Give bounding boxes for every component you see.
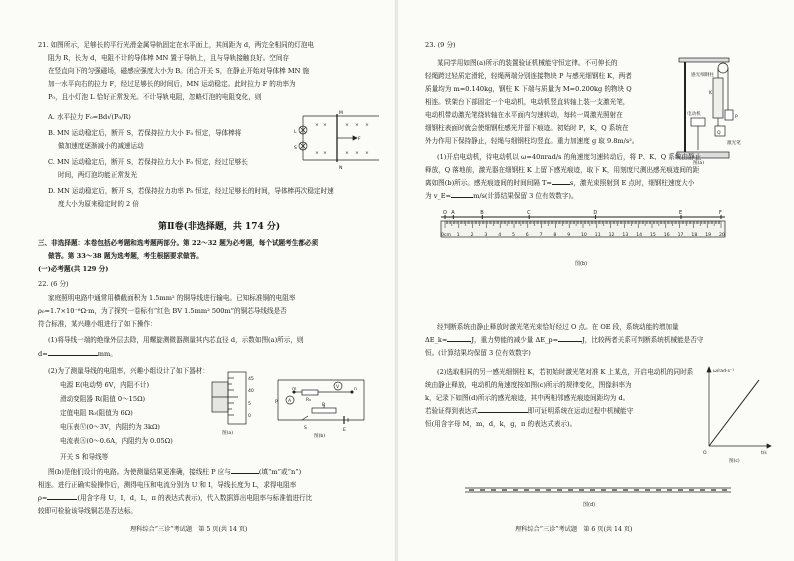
ve-unit: m/s(计算结果保留 3 位有效数字)。	[473, 192, 578, 200]
fig-a-caption: 图(a)	[222, 431, 233, 436]
ve-answer-blank[interactable]	[451, 197, 473, 198]
q22-para-1-hint: (填“m”或“n”)	[258, 468, 302, 476]
q21-line-4: 加一水平向右的拉力 F，经过足够长的时间后，MN 运动稳定。此时拉力 F 的功率为	[48, 80, 296, 88]
svg-text:×: ×	[315, 123, 319, 128]
q23-part1-line-4	[425, 191, 578, 202]
ruler-number: 8	[553, 233, 557, 238]
period-label: 离如图(b)所示。感光痕迹间的时间间隔 T=	[425, 179, 552, 187]
label-q: Q	[717, 131, 721, 136]
circ-label-r: R	[322, 403, 326, 408]
ruler-point-label: D	[593, 210, 598, 216]
circ-label-v: V	[336, 385, 340, 390]
rho-prefix: ρ=	[38, 494, 48, 502]
fig-b-caption: 图(b)	[314, 434, 326, 439]
rail-circuit-figure	[293, 108, 383, 170]
circ-label-s: S	[304, 426, 307, 431]
rho-answer-blank[interactable]	[47, 499, 77, 500]
svg-text:×: ×	[323, 151, 327, 156]
q22-para-1	[48, 467, 301, 478]
q23-part2-line-4	[425, 406, 633, 417]
q23-line-2: 轻绳跨过轻质定滑轮，轻绳两端分别连接物块 P 与感光细钢柱 K，两者	[425, 72, 632, 80]
expression-answer-blank[interactable]	[478, 412, 528, 413]
q21-option-a: A. 水平拉力 F₀=Bd√(P₀/R)	[48, 113, 131, 121]
q21-option-b: B. MN 运动稳定后，断开 S，若保持拉力大小 F₀ 恒定，导体棒将	[48, 129, 242, 137]
svg-text:×: ×	[315, 151, 319, 156]
label-p: P	[735, 115, 738, 120]
d-unit: mm。	[97, 350, 117, 358]
ruler-number: 16	[663, 233, 670, 238]
ruler-number: 2	[470, 233, 474, 238]
exam-page-right	[397, 0, 794, 561]
q22-step-1: (1)将导线一端的绝缘外层去除，用螺旋测微器测量其内芯直径 d，示数如图(a)所示，则	[48, 336, 304, 344]
equipment-rheostat: 滑动变阻器 R(阻值 0～15Ω)	[60, 395, 146, 403]
q22-line-1: 家庭照明电路中通常用横截面积为 1.5mm² 的铜导线进行输电。已知标准铜的电阻率	[48, 294, 296, 302]
micro-tick-0: 0	[248, 414, 251, 419]
ruler-number: 13	[622, 233, 629, 238]
part-two-instruction-2: 做答。第 33～38 题为选考题，考生根据要求做答。	[48, 252, 203, 260]
ruler-figure	[435, 207, 735, 269]
q23-line-4: 相连。铁架台下部固定一个电动机，电动机竖直转轴上装一支激光笔，	[425, 98, 630, 106]
svg-text:×: ×	[365, 123, 369, 128]
q21-option-d-cont: 度大小为原来稳定时的 2 倍	[58, 200, 139, 208]
ruler-point-label: B	[480, 210, 484, 216]
ruler-number: 5	[512, 233, 515, 238]
q23-line-6: 细钢柱表面时就会使细钢柱感光并留下痕迹。初始时 P，K，Q 系统在	[425, 124, 629, 132]
circ-label-e: E	[343, 428, 346, 433]
q23-part2-line-5: 恒(用含字母 M，m，d，k，g，π 的表达式表示)。	[425, 420, 577, 428]
ruler-number: 10	[581, 233, 587, 238]
ruler-number: 17	[677, 233, 684, 238]
equipment-voltmeter: 电压表Ⓥ(0～3V，内阻约为 3kΩ)	[60, 423, 160, 431]
part-two-instruction-1: 三、非选择题：本卷包括必考题和选考题两部分。第 22～32 题为必考题，每个试题考生都必须	[38, 239, 319, 247]
left-page-footer: 理科综合“三诊”考试题 第 5 页(共 14 页)	[130, 526, 248, 533]
svg-text:N: N	[339, 166, 343, 171]
equipment-resistor: 定值电阻 R₀(阻值为 6Ω)	[60, 409, 133, 417]
label-laser: 激光笔	[727, 141, 741, 146]
ve-question: s，激光束照射到 E 点时，细钢柱速度大小	[569, 179, 695, 187]
ruler-number: 4	[498, 233, 502, 238]
period-answer-blank[interactable]	[552, 184, 570, 185]
trace-figure	[463, 480, 733, 510]
svg-text:L: L	[294, 130, 297, 135]
circ-label-n: n	[354, 387, 357, 392]
ruler-point-label: E	[678, 210, 683, 216]
q22-header: 22. (6 分)	[38, 280, 69, 288]
expression-prefix: 若验证得到表达式	[425, 407, 478, 415]
part-two-title: 第Ⅱ卷(非选择题，共 174 分)	[158, 222, 281, 232]
ek-label: ΔE_k=	[425, 336, 448, 344]
ruler-number: 15	[650, 233, 656, 238]
terminal-answer-blank[interactable]	[231, 473, 259, 474]
circ-label-r0: R₀	[306, 398, 312, 403]
q23-header: 23. (9 分)	[425, 41, 456, 49]
q22-step-1-answer	[38, 349, 117, 360]
ruler-point-label: O	[443, 210, 447, 216]
equipment-ammeter: 电流表Ⓐ(0～0.6A，内阻约为 0.05Ω)	[60, 437, 173, 445]
right-page-footer: 理科综合“三诊”考试题 第 6 页(共 14 页)	[515, 526, 633, 533]
q21-option-d: D. MN 运动稳定后，断开 S，若保持拉力功率 P₀ 恒定，经过足够长的时间，导体棒再次稳定时速	[48, 187, 334, 195]
q22-para-3-text: (用含字母 U，I，d，L，π 的表达式表示)，代入数据算出电阻率与标准值进行比	[77, 494, 313, 502]
required-section-label: (一)必考题(共 129 分)	[38, 265, 109, 273]
ruler-point-label: C	[527, 210, 531, 216]
q23-line-7: 外力作用下保持静止，轻绳与细钢柱均竖直。重力加速度 g 取 9.8m/s²。	[425, 137, 639, 145]
q21-line-5: P₀，且小灯泡 L 恰好正常发光。不计导轨电阻，忽略灯泡的电阻变化，则	[48, 93, 262, 101]
label-motor: 电动机	[687, 112, 701, 117]
micro-tick-45: 45	[248, 377, 254, 382]
micro-tick-40: 40	[248, 389, 254, 394]
q23-energy-line-2	[425, 335, 703, 346]
svg-text:M: M	[339, 111, 343, 116]
q23-part1-line-3	[425, 178, 694, 189]
micrometer-figure	[208, 368, 268, 438]
d-answer-blank[interactable]	[48, 355, 98, 356]
ruler-number: 19	[705, 233, 712, 238]
svg-text:×: ×	[355, 123, 359, 128]
apparatus-figure	[677, 54, 767, 164]
q23-part2-line-1: (2)选取相同的另一感光细钢柱 K，若初始时激光笔对准 K 上某点，开启电动机的同时系	[437, 368, 694, 376]
circ-label-p: P	[275, 400, 278, 405]
svg-text:×: ×	[355, 151, 359, 156]
svg-text:×: ×	[365, 151, 369, 156]
d-prefix: d=	[38, 350, 48, 358]
q21-line-1: 21. 如图所示，足够长的平行光滑金属导轨固定在水平面上，其间距为 d，两完全相同的灯泡电	[38, 41, 315, 49]
ruler-number: 20	[719, 233, 725, 238]
q22-line-3: 符合标准，某兴趣小组进行了如下操作：	[38, 320, 157, 328]
q21-line-3: 在竖直向下的匀强磁场，磁感应强度大小为 B。闭合开关 S，在静止开始对导体棒 MN 施	[48, 67, 310, 75]
ruler-number: 0cm	[441, 233, 451, 238]
ruler-number: 7	[539, 233, 543, 238]
ep-answer-blank[interactable]	[558, 341, 582, 342]
circ-label-m: m	[292, 387, 297, 392]
q22-para-2: 相连。进行正确实验操作后，测得电压和电流分别为 U 和 I，导线长度为 L，求得电阻率	[38, 481, 297, 489]
svg-text:×: ×	[345, 151, 349, 156]
q23-energy-line-3: 恒。(计算结果均保留 3 位有效数字)	[425, 349, 531, 357]
q23-energy-line-1: 经判断系统由静止释放时激光笔光束恰好经过 O 点。在 OE 段，系统动能的增加量	[437, 323, 679, 331]
q22-step-2: (2)为了测量导线的电阻率，兴趣小组设计了如下器材：	[48, 367, 209, 375]
ruler-number: 3	[484, 233, 488, 238]
label-k: K	[709, 91, 713, 96]
svg-text:×: ×	[323, 123, 327, 128]
q23-part2-line-2: 统由静止释放，电动机的角速度按如图(c)所示的规律变化，图像斜率为	[425, 381, 632, 389]
fig-c-caption: 图(c)	[729, 459, 740, 464]
equipment-switch: 开关 S 和导线等	[60, 453, 109, 461]
ruler-point-label: A	[451, 210, 455, 216]
fig-b-caption-right: 图(b)	[575, 261, 588, 267]
fig-d-caption: 图(d)	[583, 502, 596, 508]
q21-option-c: C. MN 运动稳定后，断开 S，若保持拉力大小 F₀ 恒定，经过足够长	[48, 158, 248, 166]
q23-line-5: 电动机带动激光笔绕转轴在水平面内匀速转动，每转一周激光照射在	[425, 111, 623, 119]
ruler-number: 6	[525, 233, 529, 238]
fig-a-caption-right: 图(a)	[693, 161, 704, 166]
circuit-diagram	[272, 370, 372, 438]
q21-option-b-cont: 做加速度逐渐减小的减速运动	[58, 142, 144, 150]
equipment-power: 电源 E(电动势 6V，内阻不计)	[60, 381, 150, 389]
energy-compare-text: J，比较两者关系可判断系统机械能是否守	[582, 336, 704, 344]
ruler-number: 12	[608, 233, 615, 238]
ve-label: 为 v_E=	[425, 192, 452, 200]
svg-text:S: S	[294, 146, 297, 151]
ruler-number: 14	[636, 233, 643, 238]
label-steel-rod: 感光细钢柱	[691, 73, 714, 78]
expression-suffix: 即可证明系统在运动过程中机械能守	[527, 407, 634, 415]
ruler-point-label: F	[719, 210, 722, 216]
ruler-number: 11	[594, 233, 601, 238]
graph-origin: O	[703, 451, 707, 456]
svg-text:×: ×	[345, 123, 349, 128]
q22-para-3	[38, 493, 312, 504]
q23-line-1: 某同学用如图(a)所示的装置验证机械能守恒定律。不可伸长的	[437, 59, 618, 67]
graph-x-label: t/s	[761, 451, 767, 456]
q23-part1-line-1: (1)开启电动机，待电动机以 ω=40πrad/s 的角速度匀速转动后，将 P、K、Q 系统由静止	[437, 153, 702, 161]
circ-label-a: A	[288, 399, 292, 404]
q23-line-3: 质量均为 m=0.140kg，钢柱 K 下端与质量为 M=0.200kg 的物块 Q	[425, 85, 632, 93]
ruler-number: 1	[456, 233, 460, 238]
q22-para-4: 较即可检验该导线铜芯是否达标。	[38, 507, 137, 515]
q22-para-1-text: 图(b)是他们设计的电路。为使测量结果更准确，接线柱 P 应与	[48, 468, 231, 476]
q23-part1-line-2: 释放，Q 落地前，激光器在细钢柱 K 上留下感光痕迹，取下 K，用刻度尺测出感光痕迹间的距	[425, 166, 700, 174]
q21-option-c-cont: 时间，两灯泡均能正常发光	[58, 171, 138, 179]
ruler-number: 18	[691, 233, 698, 238]
q22-line-2: ρ₀=1.7×10⁻⁸Ω·m，为了探究一卷标有“红色 BV 1.5mm² 500m”的铜芯导线线是否	[38, 307, 287, 315]
q23-part2-line-3: k，记录下如图(d)所示的感光痕迹，其中两相邻感光痕迹间距均为 d。	[425, 394, 630, 402]
graph-y-label: ω/rad·s⁻¹	[713, 369, 735, 374]
ek-answer-blank[interactable]	[447, 341, 471, 342]
omega-time-graph	[703, 366, 773, 464]
q21-line-2: 阻为 R，长为 d，电阻不计的导体棒 MN 置于导轨上，且与导轨接触良好。空间存	[48, 54, 290, 62]
svg-text:F: F	[358, 137, 361, 142]
ruler-number: 9	[567, 233, 571, 238]
ep-label: J，重力势能的减少量 ΔE_p=	[471, 336, 559, 344]
micro-tick-5: 5	[248, 402, 251, 407]
